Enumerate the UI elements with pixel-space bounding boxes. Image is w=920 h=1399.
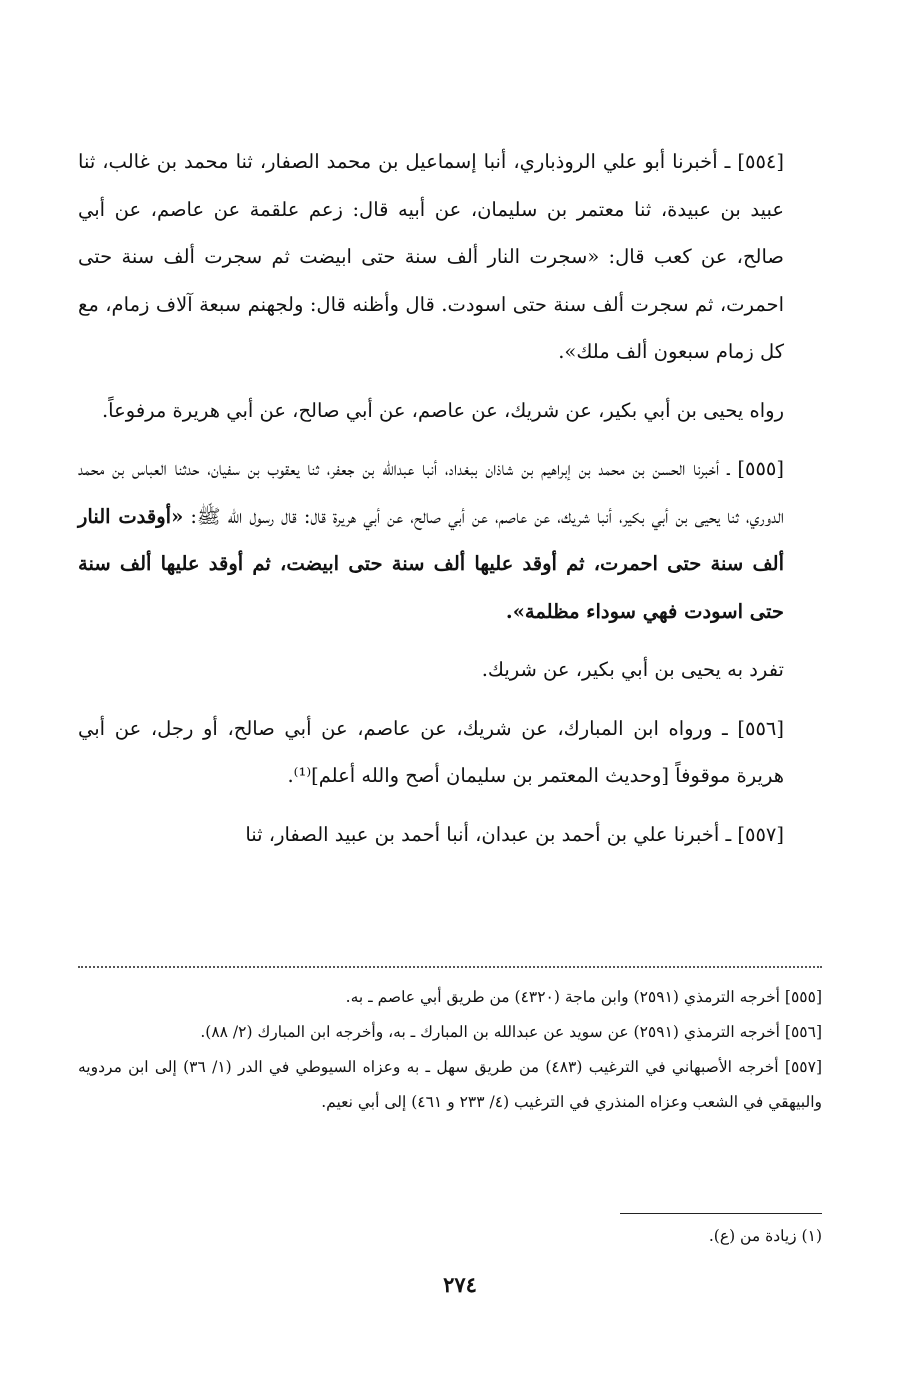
paragraph-555-quote: «أوقدت النار ألف سنة حتى احمرت، ثم أوقد عليها ألف سنة حتى ابيضت، ثم أوقد عليها ألف سنة حتى اسودت فهي سوداء مظلمة». — [78, 504, 784, 623]
paragraph-555-note: تفرد به يحيى بن أبي بكير، عن شريك. — [481, 658, 784, 681]
note-557: [٥٥٧] أخرجه الأصبهاني في الترغيب (٤٨٣) من طريق سهل ـ به وعزاه السيوطي في الدر (١/ ٣٦) إلى ابن مردويه والبيهقي في الشعب وعزاه المنذري في الترغيب (٤/ ٢٣٣ و ٤٦١) إلى أبي نعيم. — [78, 1058, 822, 1111]
paragraph-557: [٥٥٧] ـ أخبرنا علي بن أحمد بن عبدان، أنبا أحمد بن عبيد الصفار، ثنا — [245, 822, 784, 846]
paragraph-556: [٥٥٦] ـ ورواه ابن المبارك، عن شريك، عن عاصم، عن أبي صالح، أو رجل، عن أبي هريرة موقوفاً [وحديث المعتمر بن سليمان أصح والله أعلم]⁽¹⁾. — [78, 716, 784, 787]
footnote-1: (١) زيادة من (ع). — [708, 1227, 822, 1245]
paragraph-554: [٥٥٤] ـ أخبرنا أبو علي الروذباري، أنبا إسماعيل بن محمد الصفار، ثنا محمد بن غالب، ثنا عبيد بن عبيدة، ثنا معتمر بن سليمان، عن أبيه قال: زعم علقمة عن عاصم، عن أبي صالح، عن كعب قال: «سجرت النار ألف سنة حتى ابيضت ثم سجرت ألف سنة حتى احمرت، ثم سجرت ألف سنة حتى اسودت. قال وأظنه قال: ولجهنم سبعة آلاف زمام، مع كل زمام سبعون ألف ملك». — [78, 150, 784, 363]
paragraph-555 — [78, 445, 822, 635]
footnote-rule — [620, 1213, 822, 1214]
main-text — [78, 138, 822, 869]
note-556: [٥٥٦] أخرجه الترمذي (٢٥٩١) عن سويد عن عبدالله بن المبارك ـ به، وأخرجه ابن المبارك (٢/ ٨٨). — [200, 1023, 822, 1041]
page-number: ٢٧٤ — [443, 1272, 477, 1297]
note-555: [٥٥٥] أخرجه الترمذي (٢٥٩١) وابن ماجة (٤٣٢٠) من طريق أبي عاصم ـ به. — [345, 988, 822, 1006]
notes-separator — [78, 966, 822, 968]
paragraph-554-note: رواه يحيى بن أبي بكير، عن شريك، عن عاصم، عن أبي صالح، عن أبي هريرة مرفوعاً. — [101, 398, 784, 422]
paragraph-555-plain: [٥٥٥] ـ أخبرنا الحسن بن محمد بن إبراهيم بن شاذان ببغداد، أنبا عبدالله بن جعفر، ثنا يعقوب بن سفيان، حدثنا العباس بن محمد الدوري، ثنا يحيى بن أبي بكير، أنبا شريك، عن عاصم، عن أبي صالح، عن أبي هريرة قال: قال رسول الله ﷺ: — [78, 457, 785, 528]
takhrij-notes — [78, 980, 822, 1120]
